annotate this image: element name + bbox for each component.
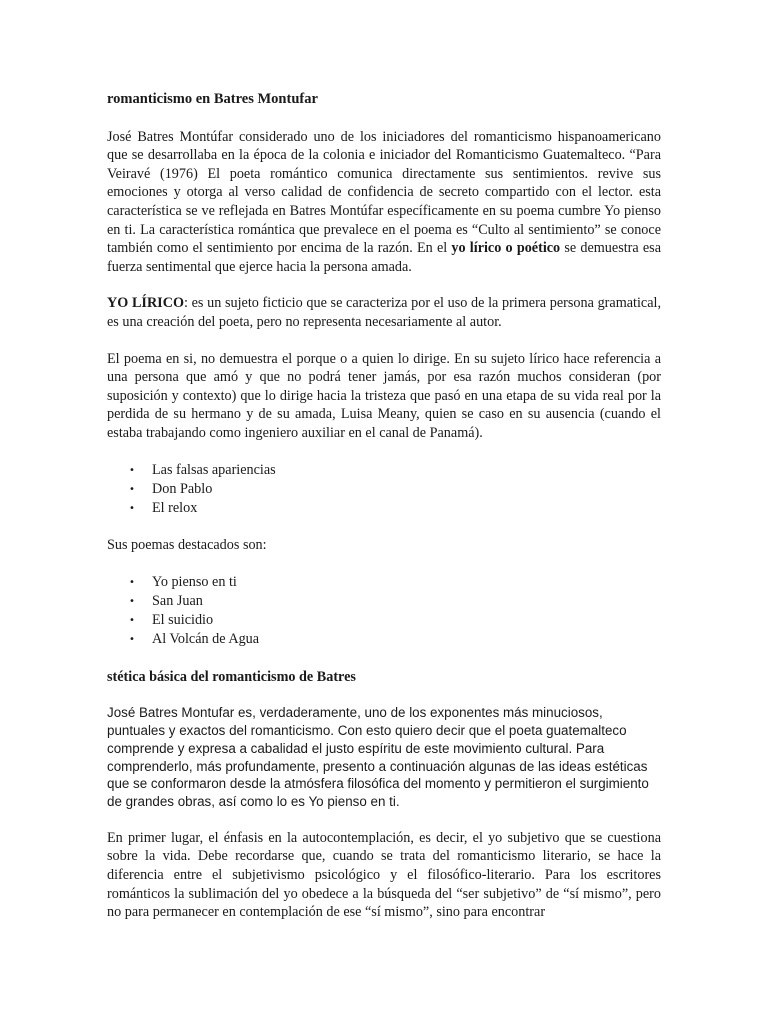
yo-lirico-paragraph: [107, 294, 661, 331]
intro-bold-term: yo lírico o poético: [451, 240, 561, 257]
bullet-icon: •: [129, 483, 135, 495]
list-item: • El suicidio: [152, 611, 661, 630]
self-contemplation-paragraph: En primer lugar, el énfasis en la autocontemplación, es decir, el yo subjetivo que se cuestiona sobre la vida. Debe recordarse que, cuando se trata del romanticismo literario, se hace la diferencia entre el subjetivismo psicológico y el filosófico-literario. Para los escritores románticos la sublimación del yo obedece a la búsqueda del “ser subjetivo” de “sí mismo”, pero no para permanecer en contemplación de ese “sí mismo”, sino para encontrar: [107, 829, 661, 921]
featured-poems-list: [107, 573, 661, 650]
poem-context-paragraph: El poema en si, no demuestra el porque o a quien lo dirige. En su sujeto lírico hace referencia a una persona que amó y que no podrá tener jamás, por esa razón muchos consideran (por suposición y contexto) que lo dirige hacia la tristeza que pasó en una etapa de su vida real por la perdida de su hermano y de su amada, Luisa Meany, quien se caso en su ausencia (cuando el estaba trabajando como ingeniero auxiliar en el canal de Panamá).: [107, 350, 661, 441]
bullet-icon: •: [129, 634, 135, 646]
list-item: • Al Volcán de Agua: [152, 630, 661, 649]
bullet-icon: •: [129, 615, 135, 627]
section-heading: stética básica del romanticismo de Batres: [107, 668, 356, 685]
bullet-icon: •: [129, 502, 135, 514]
yo-lirico-definition: : es un sujeto ficticio que se caracteriza por el uso de la primera persona gramatical, es una creación del poeta, pero no representa necesariamente al autor.: [107, 295, 661, 330]
intro-text-b: se demuestra esa fuerza sentimental que ejerce hacia la persona amada.: [107, 240, 661, 275]
bullet-icon: •: [129, 464, 135, 476]
works-list: [107, 461, 661, 519]
featured-poems-intro: Sus poemas destacados son:: [107, 537, 267, 554]
document-page: [107, 90, 661, 940]
list-item: • Don Pablo: [152, 480, 661, 499]
intro-paragraph: [107, 128, 661, 277]
bullet-icon: •: [129, 595, 135, 607]
intro-text-a: José Batres Montúfar considerado uno de los iniciadores del romanticismo hispanoamericano que se desarrollaba en la época de la colonia e iniciador del Romanticismo Guatemalteco. “Para Veiravé (1976) El poeta romántico comunica directamente sus sentimientos. revive sus emociones y otorga al verso calidad de confidencia de secreto compartido con el lector. esta característica se ve reflejada en Batres Montúfar específicamente en su poema cumbre Yo pienso en ti. La característica romántica que prevalece en el poema es “Culto al sentimiento” se conoce también como el sentimiento por encima de la razón. En el: [107, 128, 661, 257]
aesthetics-paragraph: José Batres Montufar es, verdaderamente, uno de los exponentes más minuciosos, puntuales y exactos del romanticismo. Con esto quiero decir que el poeta guatemalteco comprende y expresa a cabalidad el justo espíritu de este movimiento cultural. Para comprenderlo, más profundamente, presento a continuación algunas de las ideas estéticas que se conformaron desde la atmósfera filosófica del momento y permitieron el surgimiento de grandes obras, así como lo es Yo pienso en ti.: [107, 705, 649, 810]
bullet-icon: •: [129, 576, 135, 588]
list-item: • Las falsas apariencias: [152, 461, 661, 480]
document-title: romanticismo en Batres Montufar: [107, 91, 318, 107]
list-item: • El relox: [152, 499, 661, 518]
list-item: • San Juan: [152, 592, 661, 611]
yo-lirico-term: YO LÍRICO: [107, 295, 184, 312]
list-item: • Yo pienso en ti: [152, 573, 661, 592]
